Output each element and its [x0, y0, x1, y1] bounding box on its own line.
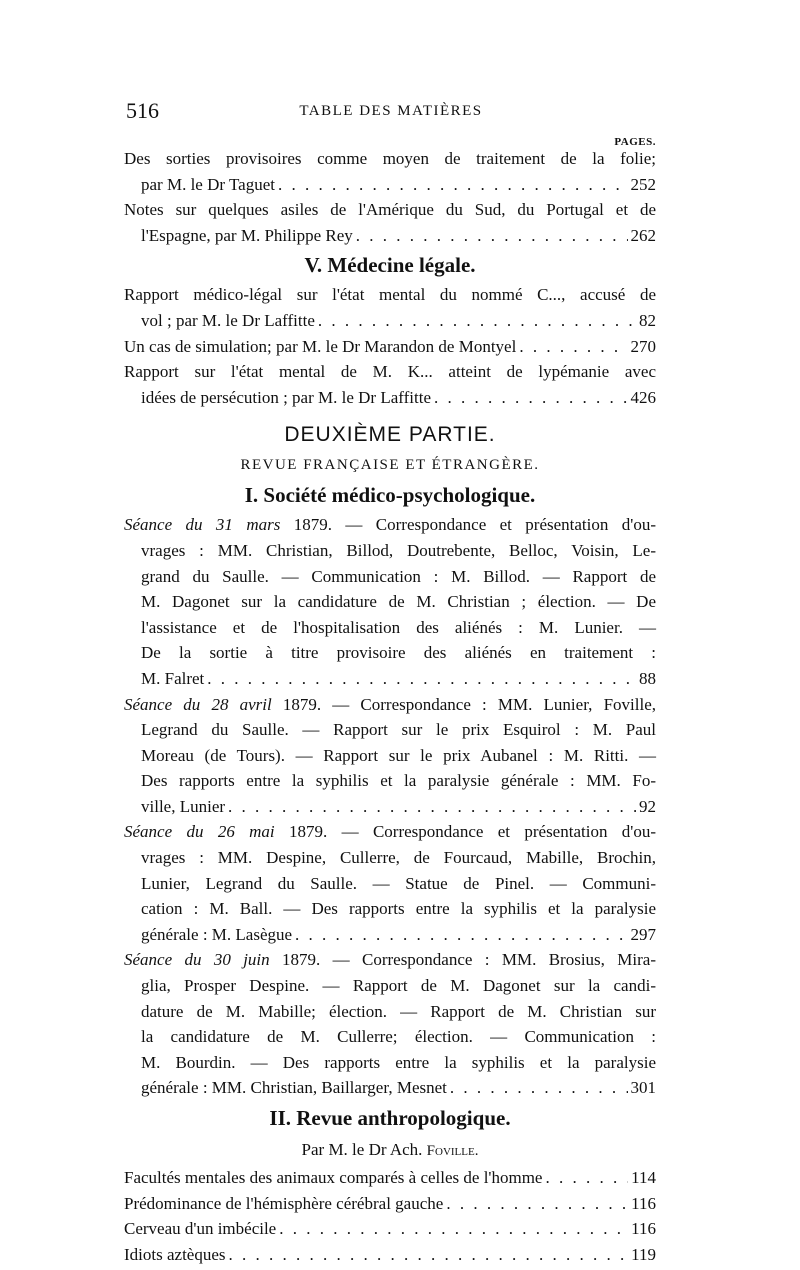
dot-leader [356, 223, 628, 249]
entry-text: Facultés mentales des animaux comparés à celles de l'homme [124, 1168, 543, 1187]
seance-year: 1879. [282, 694, 322, 714]
entry-page: 82 [639, 310, 656, 330]
toc-entry-last-line [124, 1165, 656, 1191]
seance-date: Séance du 30 juin [124, 950, 270, 970]
dot-leader [295, 922, 627, 948]
entry-page: 119 [631, 1244, 656, 1264]
part-subtitle: REVUE FRANÇAISE ET ÉTRANGÈRE. [240, 457, 540, 474]
toc-entry-last-line [124, 1242, 656, 1268]
toc-entry-last-line [124, 334, 656, 360]
section-heading-societe: I. Société médico-psychologique. [244, 483, 536, 508]
seance-line: De la sortie à titre provisoire des aliénés en traitement : [141, 643, 656, 663]
entry-page: 270 [630, 336, 656, 356]
toc-entry-last-line [124, 794, 656, 820]
dot-leader [278, 172, 628, 198]
toc-entry-last-line [124, 1216, 656, 1242]
toc-entry [124, 359, 656, 410]
toc-entry-last-line [124, 922, 656, 948]
entry-page: 114 [631, 1168, 656, 1187]
seance-first-text: — Correspondance : MM. Brosius, Mira- [332, 950, 656, 970]
toc-entry [124, 282, 656, 333]
toc-entry-last-line [124, 1075, 656, 1101]
entry-page: 426 [630, 387, 656, 407]
seance-line: M. Bourdin. — Des rapports entre la syphilis et la paralysie [141, 1052, 656, 1072]
seance-entry [124, 819, 656, 947]
seance-line: M. Dagonet sur la candidature de M. Christian ; élection. — De [141, 592, 656, 612]
dot-leader [446, 1191, 628, 1217]
seance-date: Séance du 28 avril [124, 694, 272, 714]
seance-year: 1879. [282, 950, 321, 970]
seances-list [124, 512, 656, 1101]
toc-entry [124, 334, 656, 360]
dot-leader [434, 385, 628, 411]
seance-date: Séance du 26 mai [124, 822, 275, 842]
seance-line: glia, Prosper Despine. — Rapport de M. Dagonet sur la candi- [141, 976, 656, 996]
toc-entry-last-line [124, 223, 656, 249]
toc-entry-last-line [124, 666, 656, 692]
seance-line: grand du Saulle. — Communication : M. Billod. — Rapport de [141, 566, 656, 586]
seance-first-line [124, 819, 656, 845]
seance-year: 1879. [289, 822, 328, 842]
section-heading-medecine-legale: V. Médecine légale. [304, 253, 476, 278]
toc-entry-line: Notes sur quelques asiles de l'Amérique du Sud, du Portugal et de [124, 200, 656, 220]
entries-group-1 [124, 146, 656, 248]
seance-first-text: — Correspondance et présentation d'ou- [341, 822, 657, 842]
entry-page: 116 [631, 1219, 656, 1239]
toc-body [124, 146, 656, 1267]
seance-first-text: — Correspondance et présentation d'ou- [345, 515, 657, 535]
page-number: 516 [126, 98, 159, 123]
byline-prefix: Par M. le Dr Ach. [301, 1140, 423, 1159]
entry-text: générale : M. Lasègue [141, 924, 293, 944]
entry-text: l'Espagne, par M. Philippe Rey [141, 225, 353, 245]
seance-first-line [124, 692, 656, 718]
toc-entry-line: Rapport médico-légal sur l'état mental du nommé C..., accusé de [124, 285, 656, 305]
entry-page: 301 [630, 1078, 656, 1098]
entry-text: générale : MM. Christian, Baillarger, Mesnet [141, 1078, 447, 1098]
toc-entry-last-line [124, 308, 656, 334]
entry-page: 252 [630, 174, 656, 194]
toc-entry-last-line [124, 385, 656, 411]
entry-text: Un cas de simulation; par M. le Dr Marandon de Montyel [124, 336, 517, 356]
toc-entry-last-line [124, 172, 656, 198]
seance-first-text: — Correspondance : MM. Lunier, Foville, [332, 694, 656, 714]
seance-line: cation : M. Ball. — Des rapports entre la syphilis et la paralysie [141, 899, 656, 919]
seance-first-line [124, 512, 656, 538]
seance-year: 1879. [293, 515, 332, 535]
entry-text: Prédominance de l'hémisphère cérébral gauche [124, 1193, 444, 1213]
dot-leader [229, 1242, 629, 1268]
seance-line: Des rapports entre la syphilis et la paralysie générale : MM. Fo- [141, 771, 656, 791]
entry-text: M. Falret [141, 668, 205, 688]
dot-leader [228, 794, 636, 820]
toc-entry [124, 197, 656, 248]
seance-line: la candidature de M. Cullerre; élection. — Communication : [141, 1027, 656, 1047]
entry-text: ville, Lunier [141, 796, 226, 816]
seance-line: dature de M. Mabille; élection. — Rapport de M. Christian sur [141, 1001, 656, 1021]
dot-leader [279, 1216, 628, 1242]
dot-leader [545, 1165, 628, 1191]
seance-line: vrages : MM. Despine, Cullerre, de Fourcaud, Mabille, Brochin, [141, 848, 656, 868]
toc-entry-line: Des sorties provisoires comme moyen de traitement de la folie; [124, 149, 656, 168]
pages-column-label: PAGES. [614, 136, 656, 148]
seance-line: Lunier, Legrand du Saulle. — Statue de Pinel. — Communi- [141, 873, 656, 893]
seance-entry [124, 692, 656, 820]
byline-author: Foville. [426, 1143, 479, 1159]
seance-line: Legrand du Saulle. — Rapport sur le prix Esquirol : M. Paul [141, 720, 656, 740]
toc-entry-last-line [124, 1191, 656, 1217]
entry-text: idées de persécution ; par M. le Dr Laffitte [141, 387, 431, 407]
toc-entry-line: Rapport sur l'état mental de M. K... atteint de lypémanie avec [124, 362, 656, 382]
entry-page: 92 [639, 796, 656, 816]
dot-leader [207, 666, 636, 692]
seance-entry [124, 512, 656, 691]
part-title: DEUXIÈME PARTIE. [284, 423, 496, 447]
seance-line: l'assistance et de l'hospitalisation des aliénés : M. Lunier. — [141, 617, 656, 637]
seance-line: vrages : MM. Christian, Billod, Doutrebente, Belloc, Voisin, Le- [141, 540, 656, 560]
toc-entry [124, 146, 656, 197]
dot-leader [519, 334, 627, 360]
entry-page: 88 [639, 668, 656, 688]
page-header [126, 98, 656, 124]
entry-text: vol ; par M. le Dr Laffitte [141, 310, 315, 330]
section-heading-revue-anthropologique: II. Revue anthropologique. [269, 1106, 511, 1130]
dot-leader [318, 308, 636, 334]
running-title: TABLE DES MATIÈRES [299, 103, 483, 119]
seance-first-line [124, 947, 656, 973]
entry-page: 297 [630, 924, 656, 944]
entry-text: Idiots aztèques [124, 1244, 226, 1264]
entries-group-anthropologie [124, 1165, 656, 1267]
entry-page: 262 [630, 225, 656, 245]
entry-page: 116 [631, 1193, 656, 1213]
seance-entry [124, 947, 656, 1101]
seance-date: Séance du 31 mars [124, 515, 281, 535]
byline [124, 1135, 656, 1165]
entry-text: par M. le Dr Taguet [141, 174, 275, 194]
seance-line: Moreau (de Tours). — Rapport sur le prix Aubanel : M. Ritti. — [141, 745, 656, 765]
entries-group-medecine-legale [124, 282, 656, 410]
entry-text: Cerveau d'un imbécile [124, 1219, 277, 1239]
dot-leader [450, 1075, 628, 1101]
